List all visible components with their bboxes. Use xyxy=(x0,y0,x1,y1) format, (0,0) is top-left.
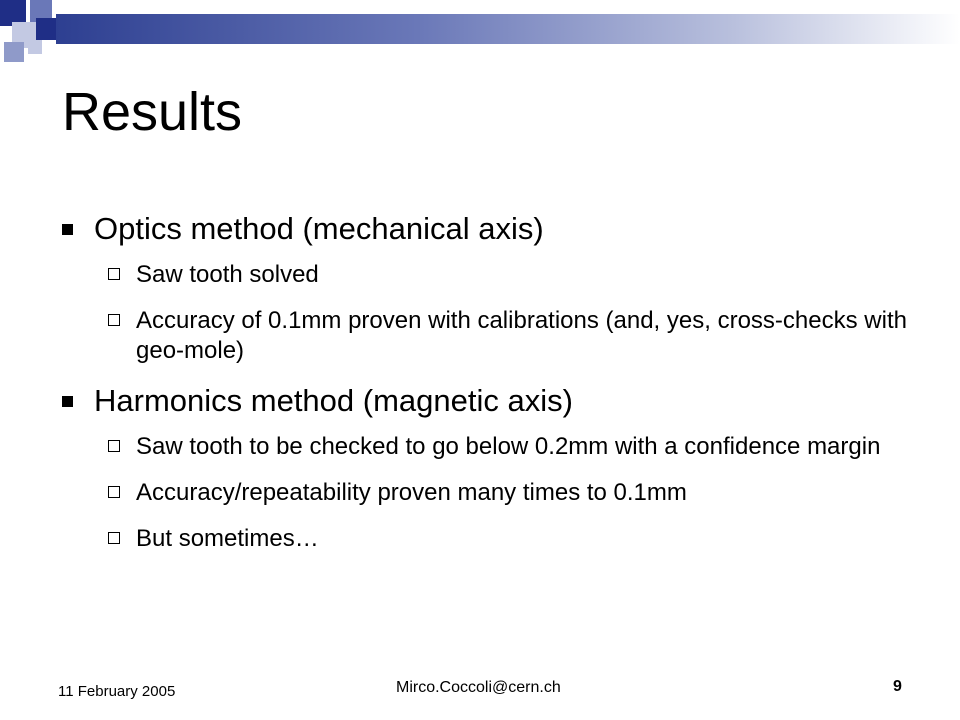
decor-square xyxy=(4,42,24,62)
sub-bullet-text: Saw tooth solved xyxy=(136,261,319,288)
bullet-text: Optics method (mechanical axis) xyxy=(94,211,544,246)
hollow-square-bullet-icon xyxy=(108,314,120,326)
sub-bullet-item xyxy=(60,306,920,366)
sub-bullet-text: Accuracy of 0.1mm proven with calibrations (and, yes, cross-checks with geo-mole) xyxy=(136,307,907,364)
square-bullet-icon xyxy=(62,224,73,235)
bullet-item xyxy=(60,210,920,248)
bullet-group xyxy=(60,382,920,554)
footer-date: 11 February 2005 xyxy=(58,683,176,700)
decor-square xyxy=(28,40,42,54)
square-bullet-icon xyxy=(62,396,73,407)
hollow-square-bullet-icon xyxy=(108,486,120,498)
sub-bullet-item xyxy=(60,432,920,462)
footer-email: Mirco.Coccoli@cern.ch xyxy=(396,679,561,696)
sub-bullet-item xyxy=(60,478,920,508)
hollow-square-bullet-icon xyxy=(108,532,120,544)
bullet-item xyxy=(60,382,920,420)
hollow-square-bullet-icon xyxy=(108,440,120,452)
sub-bullet-text: But sometimes… xyxy=(136,525,319,552)
page-number: 9 xyxy=(893,678,902,695)
decor-square xyxy=(36,18,58,40)
bullet-text: Harmonics method (magnetic axis) xyxy=(94,383,573,418)
slide-content xyxy=(60,210,920,570)
sub-bullet-item xyxy=(60,260,920,290)
sub-bullet-text: Saw tooth to be checked to go below 0.2mm with a confidence margin xyxy=(136,433,881,460)
hollow-square-bullet-icon xyxy=(108,268,120,280)
slide-title: Results xyxy=(62,82,243,142)
header-gradient-bar xyxy=(56,14,960,44)
sub-bullet-item xyxy=(60,524,920,554)
bullet-group xyxy=(60,210,920,366)
sub-bullet-text: Accuracy/repeatability proven many times to 0.1mm xyxy=(136,479,687,506)
